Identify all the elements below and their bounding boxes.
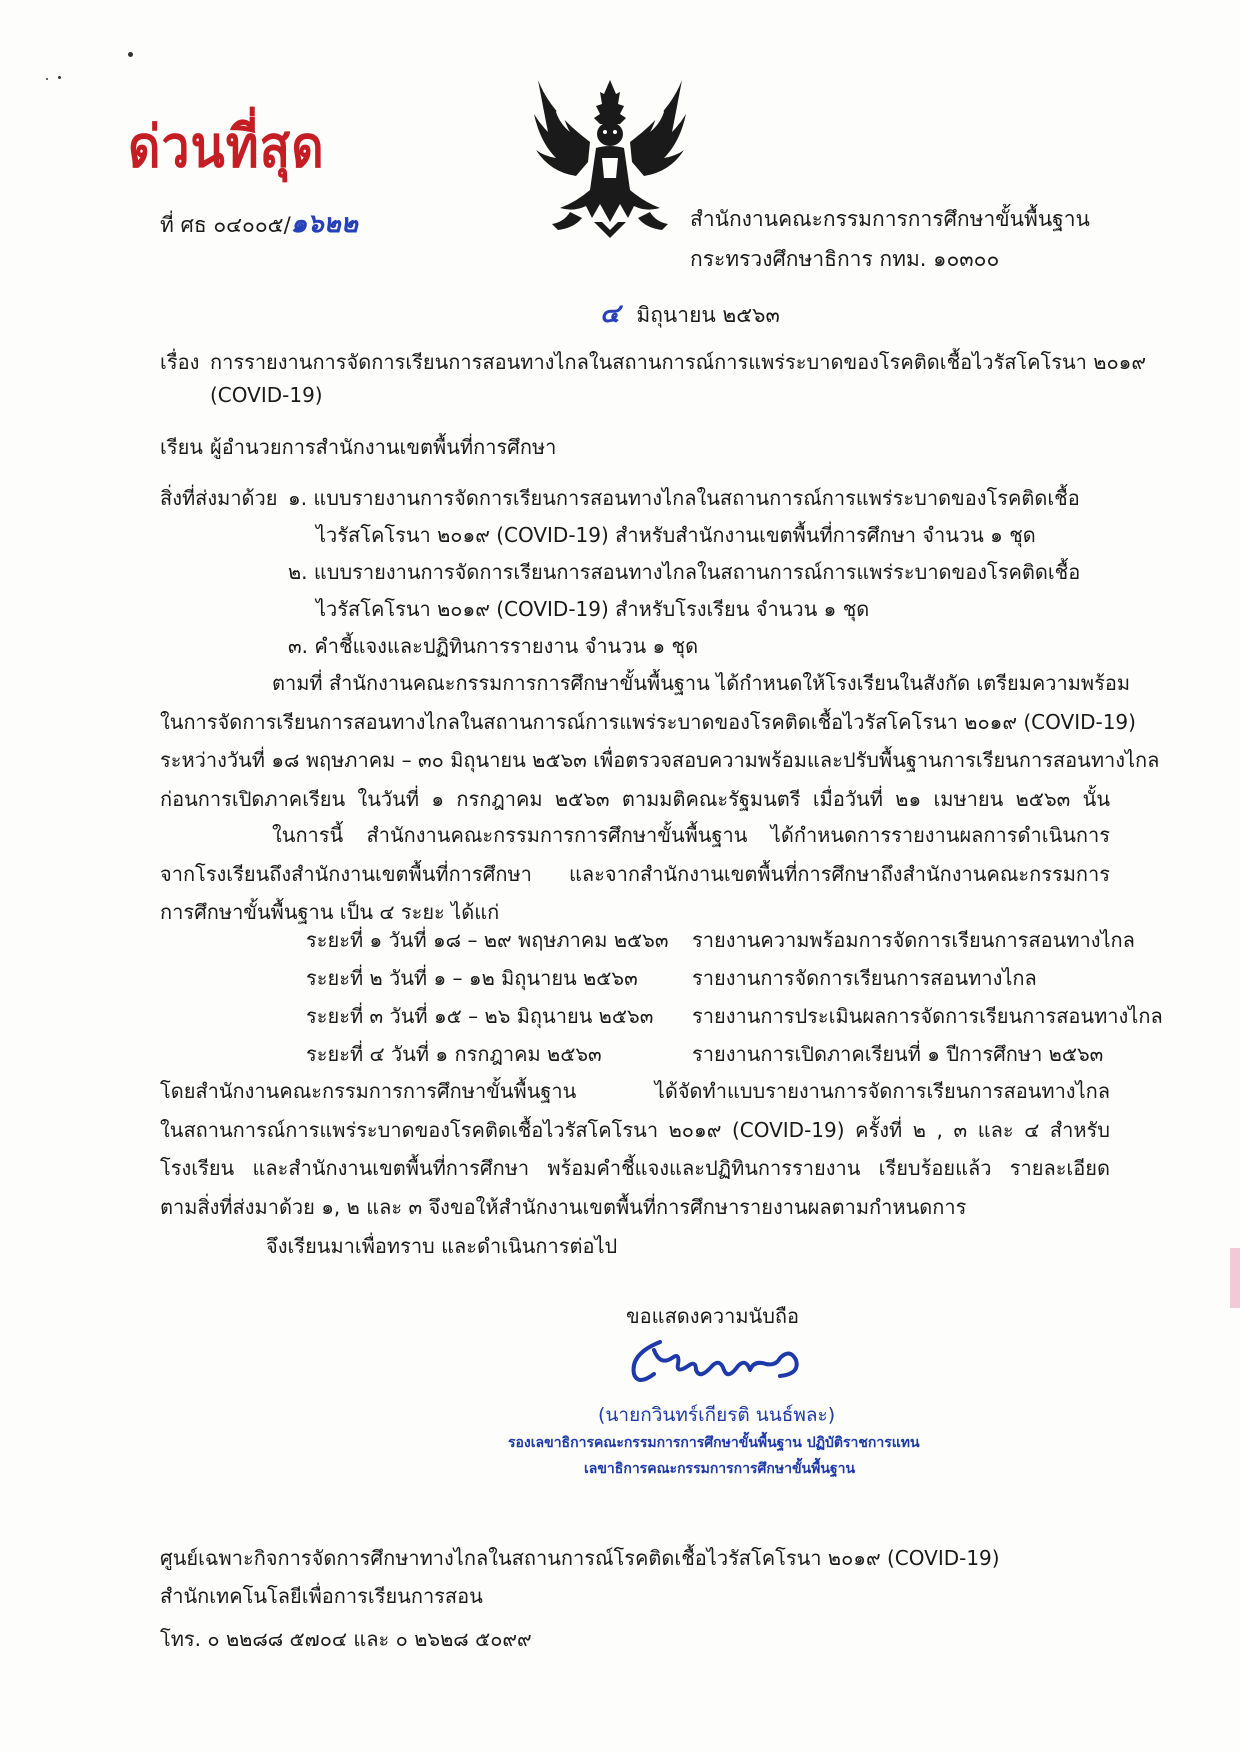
paragraph-line: การศึกษาขั้นพื้นฐาน เป็น ๔ ระยะ ได้แก่ [160, 900, 500, 924]
paragraph-line: จากโรงเรียนถึงสำนักงานเขตพื้นที่การศึกษา และจากสำนักงานเขตพื้นที่การศึกษาถึงสำนักงานคณะกรรมการ [160, 861, 1110, 886]
enclosures-label: สิ่งที่ส่งมาด้วย [160, 486, 278, 510]
phase-task: รายงานความพร้อมการจัดการเรียนการสอนทางไกล [692, 928, 1135, 952]
signatory-position-2: เลขาธิการคณะกรรมการการศึกษาขั้นพื้นฐาน [584, 1461, 856, 1477]
paragraph-line: ในการจัดการเรียนการสอนทางไกลในสถานการณ์การแพร่ระบาดของโรคติดเชื้อไวรัสโคโรนา ๒๐๑๙ (COVID-19) [160, 709, 1136, 734]
paragraph-line: โดยสำนักงานคณะกรรมการการศึกษาขั้นพื้นฐาน ได้จัดทำแบบรายงานการจัดการเรียนการสอนทางไกล [160, 1079, 1110, 1103]
subject-line1: การรายงานการจัดการเรียนการสอนทางไกลในสถานการณ์การแพร่ระบาดของโรคติดเชื้อไวรัสโคโรนา ๒๐๑๙ [210, 350, 1146, 374]
phase-period: ระยะที่ ๑ วันที่ ๑๘ – ๒๙ พฤษภาคม ๒๕๖๓ [306, 928, 669, 952]
paragraph-line: ระหว่างวันที่ ๑๘ พฤษภาคม – ๓๐ มิถุนายน ๒๕๖๓ เพื่อตรวจสอบความพร้อมและปรับพื้นฐานการเรียนการสอนทางไกล [160, 748, 1160, 772]
reference-prefix: ที่ ศธ ๐๔๐๐๕/ [160, 213, 291, 237]
page-edge-strip [1230, 1248, 1240, 1308]
garuda-emblem-icon [530, 72, 690, 242]
enclosure-item: ๑. แบบรายงานการจัดการเรียนการสอนทางไกลในสถานการณ์การแพร่ระบาดของโรคติดเชื้อ [288, 486, 1080, 510]
footer-line2: สำนักเทคโนโลยีเพื่อการเรียนการสอน [160, 1584, 483, 1608]
subject-label: เรื่อง [160, 350, 200, 374]
date-month-year: มิถุนายน ๒๕๖๓ [636, 303, 780, 327]
enclosure-item: ไวรัสโคโรนา ๒๐๑๙ (COVID-19) สำหรับโรงเรียน จำนวน ๑ ชุด [316, 597, 870, 621]
enclosure-item: ๒. แบบรายงานการจัดการเรียนการสอนทางไกลในสถานการณ์การแพร่ระบาดของโรคติดเชื้อ [288, 560, 1081, 584]
phase-period: ระยะที่ ๒ วันที่ ๑ – ๑๒ มิถุนายน ๒๕๖๓ [306, 966, 638, 990]
signatory-position-1: รองเลขาธิการคณะกรรมการการศึกษาขั้นพื้นฐาน ปฏิบัติราชการแทน [508, 1435, 920, 1451]
subject-line2: (COVID-19) [210, 383, 323, 407]
phase-period: ระยะที่ ๔ วันที่ ๑ กรกฎาคม ๒๕๖๓ [306, 1042, 602, 1066]
phase-task: รายงานการประเมินผลการจัดการเรียนการสอนทางไกล [692, 1004, 1163, 1028]
paragraph-line: ก่อนการเปิดภาคเรียน ในวันที่ ๑ กรกฎาคม ๒๕๖๓ ตามมติคณะรัฐมนตรี เมื่อวันที่ ๒๑ เมษายน ๒๕๖๓ นั้น [160, 786, 1110, 811]
recipient-text: ผู้อำนวยการสำนักงานเขตพื้นที่การศึกษา [210, 435, 557, 459]
urgency-stamp: ด่วนที่สุด [128, 112, 325, 181]
reference-number [160, 203, 358, 244]
recipient-label: เรียน [160, 435, 203, 459]
enclosure-item: ๓. คำชี้แจงและปฏิทินการรายงาน จำนวน ๑ ชุด [288, 634, 699, 658]
paragraph-3 [160, 1072, 1110, 1226]
date-handwritten-day: ๔ [600, 299, 620, 329]
signature-salutation: ขอแสดงความนับถือ [626, 1304, 800, 1328]
phase-task: รายงานการเปิดภาคเรียนที่ ๑ ปีการศึกษา ๒๕๖๓ [692, 1042, 1104, 1066]
sender-line1: สำนักงานคณะกรรมการการศึกษาขั้นพื้นฐาน [690, 207, 1090, 231]
paragraph-2 [160, 816, 1110, 932]
paragraph-line: ในการนี้ สำนักงานคณะกรรมการการศึกษาขั้นพื้นฐาน ได้กำหนดการรายงานผลการดำเนินการ [272, 823, 1110, 847]
paragraph-line: ตามที่ สำนักงานคณะกรรมการการศึกษาขั้นพื้นฐาน ได้กำหนดให้โรงเรียนในสังกัด เตรียมความพร้อม [272, 671, 1131, 695]
footer-line1: ศูนย์เฉพาะกิจการจัดการศึกษาทางไกลในสถานการณ์โรคติดเชื้อไวรัสโคโรนา ๒๐๑๙ (COVID-19) [160, 1546, 1000, 1570]
closing-line: จึงเรียนมาเพื่อทราบ และดำเนินการต่อไป [266, 1234, 618, 1258]
paragraph-1 [160, 664, 1160, 818]
paragraph-line: ในสถานการณ์การแพร่ระบาดของโรคติดเชื้อไวรัสโคโรนา ๒๐๑๙ (COVID-19) ครั้งที่ ๒ , ๓ และ ๔ สำหรับ [160, 1117, 1110, 1142]
speck [128, 52, 133, 57]
sender-line2: กระทรวงศึกษาธิการ กทม. ๑๐๓๐๐ [690, 247, 1000, 271]
footer-phone: โทร. ๐ ๒๒๘๘ ๕๗๐๔ และ ๐ ๒๖๒๘ ๕๐๙๙ [160, 1627, 532, 1651]
speck [46, 78, 48, 80]
paragraph-line: โรงเรียน และสำนักงานเขตพื้นที่การศึกษา พร้อมคำชี้แจงและปฏิทินการรายงาน เรียบร้อยแล้ว รายละเอียด [160, 1156, 1110, 1180]
phase-period: ระยะที่ ๓ วันที่ ๑๕ – ๒๖ มิถุนายน ๒๕๖๓ [306, 1004, 654, 1028]
paragraph-line: ตามสิ่งที่ส่งมาด้วย ๑, ๒ และ ๓ จึงขอให้สำนักงานเขตพื้นที่การศึกษารายงานผลตามกำหนดการ [160, 1194, 967, 1219]
enclosure-item: ไวรัสโคโรนา ๒๐๑๙ (COVID-19) สำหรับสำนักงานเขตพื้นที่การศึกษา จำนวน ๑ ชุด [316, 523, 1036, 547]
reference-handwritten-number: ๑๖๒๒ [290, 209, 358, 239]
signature-scribble-icon [620, 1330, 820, 1390]
signatory-name: (นายกวินทร์เกียรติ นนธ์พละ) [598, 1404, 836, 1426]
phase-task: รายงานการจัดการเรียนการสอนทางไกล [692, 966, 1037, 990]
letter-date [600, 293, 780, 334]
speck [58, 76, 61, 79]
